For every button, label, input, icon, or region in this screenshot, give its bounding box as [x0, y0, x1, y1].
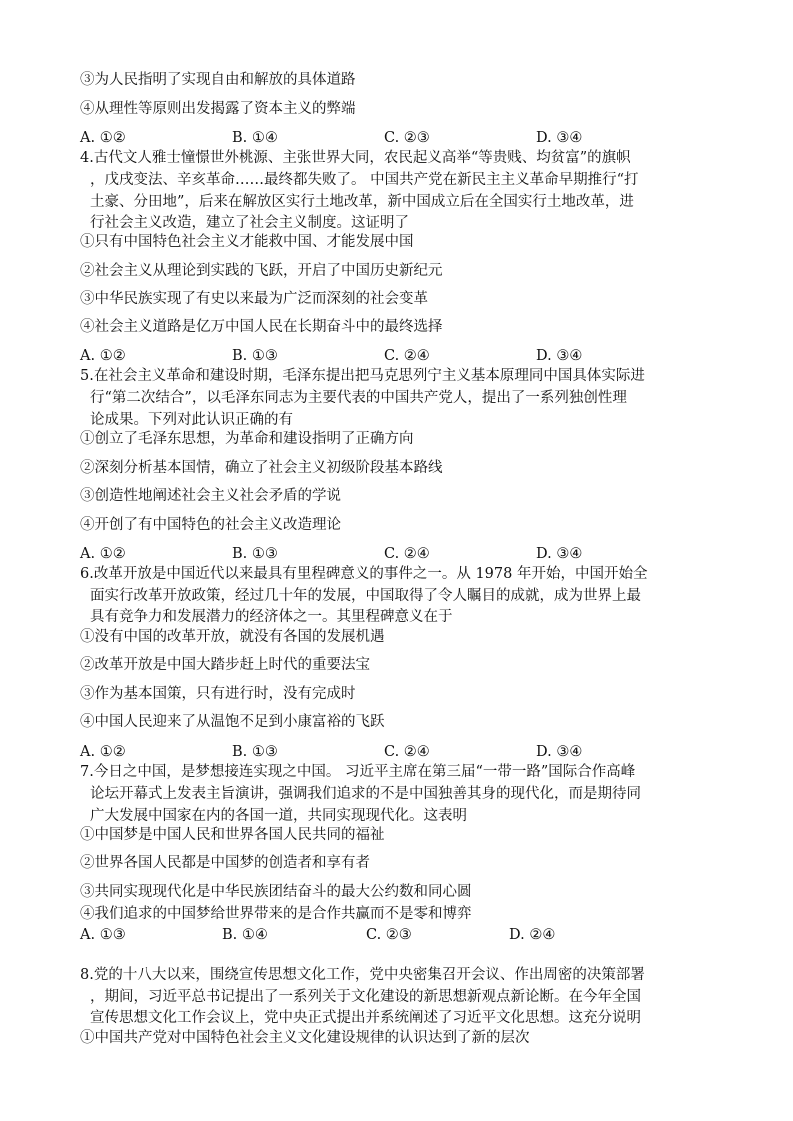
q7-statement-2: ②世界各国人民都是中国梦的创造者和享有者: [80, 855, 370, 871]
q3-statement-3: ③为人民指明了实现自由和解放的具体道路: [80, 72, 356, 88]
q8-stem-line-1: 8.党的十八大以来，围绕宣传思想文化工作，党中央密集召开会议、作出周密的决策部署: [80, 967, 645, 983]
q7-option-b[interactable]: B. ①④: [222, 927, 268, 943]
q3-option-b[interactable]: B. ①④: [232, 130, 278, 146]
q4-stem-line-2: ，戊戌变法、辛亥革命……最终都失败了。 中国共产党在新民主主义革命早期推行“打: [90, 172, 639, 188]
q4-statement-3: ③中华民族实现了有史以来最为广泛而深刻的社会变革: [80, 291, 428, 307]
q4-statement-1: ①只有中国特色社会主义才能救中国、才能发展中国: [80, 234, 414, 250]
q5-stem-line-3: 论成果。下列对此认识正确的有: [90, 412, 293, 428]
q7-option-d[interactable]: D. ②④: [509, 927, 556, 943]
q7-stem-line-2: 论坛开幕式上发表主旨演讲，强调我们追求的不是中国独善其身的现代化，而是期待同: [90, 786, 641, 802]
q7-option-c[interactable]: C. ②③: [366, 927, 412, 943]
q4-stem-line-3: 土豪、分田地”，后来在解放区实行土地改革，新中国成立后在全国实行土地改革，进: [90, 194, 634, 210]
q3-option-a[interactable]: A. ①②: [80, 130, 126, 146]
q8-stem-line-3: 宣传思想文化工作会议上，党中央正式提出并系统阐述了习近平文化思想。这充分说明: [90, 1010, 641, 1026]
q4-option-b[interactable]: B. ①③: [232, 348, 278, 364]
q5-option-b[interactable]: B. ①③: [232, 546, 278, 562]
q5-statement-4: ④开创了有中国特色的社会主义改造理论: [80, 517, 341, 533]
q3-statement-4: ④从理性等原则出发揭露了资本主义的弊端: [80, 101, 356, 117]
q6-statement-2: ②改革开放是中国大踏步赶上时代的重要法宝: [80, 657, 370, 673]
q3-option-d[interactable]: D. ③④: [536, 130, 583, 146]
q6-statement-4: ④中国人民迎来了从温饱不足到小康富裕的飞跃: [80, 714, 385, 730]
q8-stem-line-2: ，期间，习近平总书记提出了一系列关于文化建设的新思想新观点新论断。在今年全国: [90, 989, 641, 1005]
q6-stem-line-3: 具有竞争力和发展潜力的经济体之一。其里程碑意义在于: [90, 609, 453, 625]
q4-option-c[interactable]: C. ②④: [384, 348, 430, 364]
q6-statement-3: ③作为基本国策，只有进行时，没有完成时: [80, 686, 356, 702]
q4-option-d[interactable]: D. ③④: [536, 348, 583, 364]
q6-stem-line-2: 面实行改革开放政策，经过几十年的发展，中国取得了令人瞩目的成就，成为世界上最: [90, 588, 641, 604]
q5-option-a[interactable]: A. ①②: [80, 546, 126, 562]
q3-option-c[interactable]: C. ②③: [384, 130, 430, 146]
q7-statement-1: ①中国梦是中国人民和世界各国人民共同的福祉: [80, 827, 385, 843]
q5-statement-3: ③创造性地阐述社会主义社会矛盾的学说: [80, 488, 341, 504]
q5-statement-2: ②深刻分析基本国情，确立了社会主义初级阶段基本路线: [80, 460, 443, 476]
q6-option-c[interactable]: C. ②④: [384, 744, 430, 760]
q8-statement-1: ①中国共产党对中国特色社会主义文化建设规律的认识达到了新的层次: [80, 1030, 530, 1046]
q4-stem-line-4: 行社会主义改造，建立了社会主义制度。这证明了: [90, 215, 409, 231]
q7-stem-line-1: 7.今日之中国，是梦想接连实现之中国。 习近平主席在第三届“一带一路”国际合作高峰: [80, 764, 636, 780]
q7-stem-line-3: 广大发展中国家在内的各国一道，共同实现现代化。这表明: [90, 808, 467, 824]
q7-option-a[interactable]: A. ①③: [80, 927, 126, 943]
q4-stem-line-1: 4.古代文人雅士憧憬世外桃源、主张世界大同，农民起义高举“等贵贱、均贫富”的旗帜: [80, 150, 631, 166]
q5-statement-1: ①创立了毛泽东思想，为革命和建设指明了正确方向: [80, 431, 414, 447]
q6-option-d[interactable]: D. ③④: [536, 744, 583, 760]
q6-option-a[interactable]: A. ①②: [80, 744, 126, 760]
q6-option-b[interactable]: B. ①③: [232, 744, 278, 760]
q7-statement-4: ④我们追求的中国梦给世界带来的是合作共赢而不是零和博弈: [80, 906, 472, 922]
q4-option-a[interactable]: A. ①②: [80, 348, 126, 364]
q7-statement-3: ③共同实现现代化是中华民族团结奋斗的最大公约数和同心圆: [80, 884, 472, 900]
q6-statement-1: ①没有中国的改革开放，就没有各国的发展机遇: [80, 629, 385, 645]
q5-option-d[interactable]: D. ③④: [536, 546, 583, 562]
q6-stem-line-1: 6.改革开放是中国近代以来最具有里程碑意义的事件之一。从 1978 年开始，中国开始全: [80, 566, 648, 582]
q5-option-c[interactable]: C. ②④: [384, 546, 430, 562]
q4-statement-4: ④社会主义道路是亿万中国人民在长期奋斗中的最终选择: [80, 319, 443, 335]
q5-stem-line-1: 5.在社会主义革命和建设时期，毛泽东提出把马克思列宁主义基本原理同中国具体实际进: [80, 368, 645, 384]
q4-statement-2: ②社会主义从理论到实践的飞跃，开启了中国历史新纪元: [80, 263, 443, 279]
q5-stem-line-2: 行“第二次结合”，以毛泽东同志为主要代表的中国共产党人，提出了一系列独创性理: [90, 390, 627, 406]
